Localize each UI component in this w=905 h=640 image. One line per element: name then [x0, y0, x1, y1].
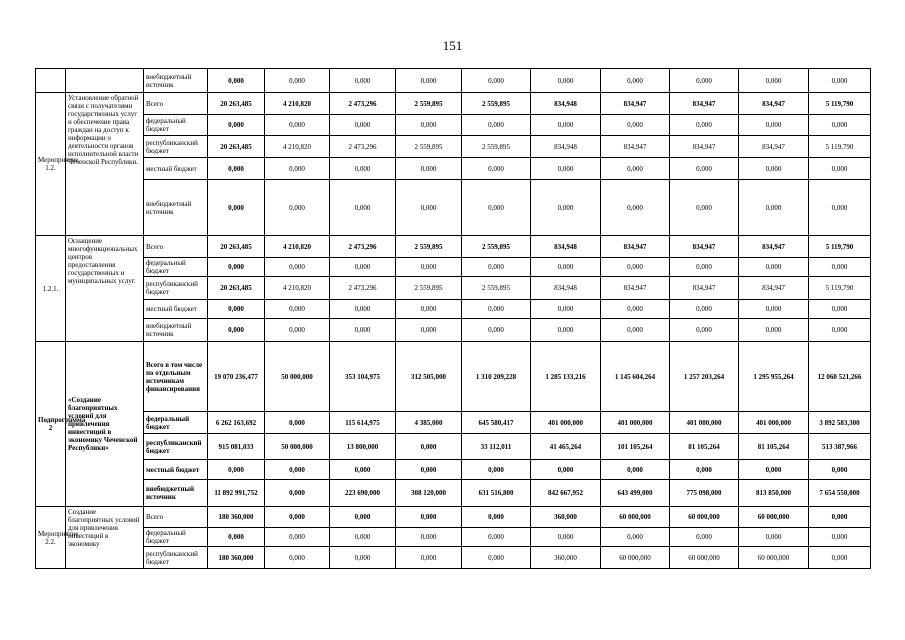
value-cell: 0,000	[208, 158, 265, 180]
table-row	[36, 528, 871, 547]
value-cell: 0,000	[208, 528, 265, 547]
table-row	[36, 69, 871, 93]
value-cell: 0,000	[809, 158, 871, 180]
source-label: федеральный бюджет	[144, 412, 208, 434]
source-label: местный бюджет	[144, 460, 208, 480]
source-label: местный бюджет	[144, 300, 208, 319]
value-cell: 834,948	[531, 277, 601, 300]
value-cell: 0,000	[462, 258, 531, 277]
table-row	[36, 547, 871, 569]
value-cell: 5 119,790	[809, 236, 871, 258]
name-cell: Создание благоприятных условий для привлечения инвестиций в экономику	[66, 507, 144, 569]
value-cell: 0,000	[330, 69, 396, 93]
value-cell: 0,000	[601, 460, 670, 480]
value-cell: 4 210,820	[265, 136, 330, 158]
source-label: республиканский бюджет	[144, 136, 208, 158]
value-cell: 2 559,895	[462, 93, 531, 115]
value-cell: 0,000	[809, 258, 871, 277]
value-cell: 0,000	[330, 300, 396, 319]
value-cell: 0,000	[601, 115, 670, 136]
value-cell: 4 210,820	[265, 236, 330, 258]
source-label: внебюджетный источник	[144, 319, 208, 342]
value-cell: 0,000	[208, 300, 265, 319]
value-cell: 0,000	[601, 158, 670, 180]
value-cell: 0,000	[396, 507, 462, 528]
source-label: внебюджетный источник	[144, 69, 208, 93]
value-cell: 4 385,000	[396, 412, 462, 434]
value-cell: 834,947	[670, 93, 739, 115]
value-cell: 0,000	[330, 258, 396, 277]
table-row	[36, 480, 871, 507]
value-cell: 0,000	[265, 319, 330, 342]
name-cell	[66, 69, 144, 93]
value-cell: 842 667,952	[531, 480, 601, 507]
value-cell: 0,000	[265, 300, 330, 319]
source-label: местный бюджет	[144, 158, 208, 180]
value-cell: 50 000,000	[265, 342, 330, 412]
value-cell: 312 505,000	[396, 342, 462, 412]
value-cell: 0,000	[462, 115, 531, 136]
value-cell: 834,947	[601, 136, 670, 158]
value-cell: 834,947	[739, 236, 809, 258]
value-cell: 1 295 955,264	[739, 342, 809, 412]
value-cell: 5 119,790	[809, 93, 871, 115]
code-cell	[36, 69, 66, 93]
value-cell: 0,000	[396, 300, 462, 319]
value-cell: 60 000,000	[670, 507, 739, 528]
value-cell: 0,000	[462, 528, 531, 547]
value-cell: 2 559,895	[462, 277, 531, 300]
value-cell: 0,000	[265, 547, 330, 569]
value-cell: 0,000	[265, 528, 330, 547]
value-cell: 0,000	[265, 507, 330, 528]
value-cell: 645 580,417	[462, 412, 531, 434]
value-cell: 0,000	[208, 460, 265, 480]
value-cell: 0,000	[601, 528, 670, 547]
value-cell: 0,000	[330, 460, 396, 480]
value-cell: 0,000	[265, 258, 330, 277]
value-cell: 0,000	[396, 319, 462, 342]
value-cell: 2 473,296	[330, 93, 396, 115]
value-cell: 0,000	[809, 300, 871, 319]
source-label: внебюджетный источник	[144, 480, 208, 507]
source-label: Всего	[144, 507, 208, 528]
value-cell: 2 559,895	[462, 136, 531, 158]
value-cell: 2 559,895	[396, 236, 462, 258]
value-cell: 775 098,000	[670, 480, 739, 507]
value-cell: 0,000	[809, 115, 871, 136]
value-cell: 0,000	[396, 547, 462, 569]
value-cell: 0,000	[462, 300, 531, 319]
budget-table	[35, 68, 871, 569]
budget-table-body	[36, 69, 871, 569]
value-cell: 0,000	[809, 507, 871, 528]
value-cell: 0,000	[601, 180, 670, 236]
value-cell: 2 473,296	[330, 277, 396, 300]
table-row	[36, 180, 871, 236]
value-cell: 834,947	[601, 277, 670, 300]
value-cell: 0,000	[670, 300, 739, 319]
value-cell: 0,000	[396, 434, 462, 460]
value-cell: 0,000	[670, 528, 739, 547]
value-cell: 0,000	[396, 158, 462, 180]
value-cell: 401 000,000	[531, 412, 601, 434]
value-cell: 834,947	[739, 136, 809, 158]
value-cell: 0,000	[601, 319, 670, 342]
source-label: республиканский бюджет	[144, 547, 208, 569]
value-cell: 834,947	[670, 277, 739, 300]
value-cell: 60 000,000	[670, 547, 739, 569]
page-number: 151	[442, 38, 463, 53]
value-cell: 0,000	[462, 319, 531, 342]
value-cell: 0,000	[739, 69, 809, 93]
table-row	[36, 412, 871, 434]
value-cell: 834,948	[531, 136, 601, 158]
value-cell: 360,000	[531, 547, 601, 569]
value-cell: 33 112,011	[462, 434, 531, 460]
value-cell: 101 105,264	[601, 434, 670, 460]
value-cell: 834,947	[670, 136, 739, 158]
value-cell: 7 654 550,000	[809, 480, 871, 507]
source-label: федеральный бюджет	[144, 115, 208, 136]
value-cell: 180 360,000	[208, 507, 265, 528]
value-cell: 5 119,790	[809, 277, 871, 300]
value-cell: 1 310 209,228	[462, 342, 531, 412]
table-row	[36, 236, 871, 258]
value-cell: 401 000,000	[601, 412, 670, 434]
value-cell: 0,000	[670, 460, 739, 480]
value-cell: 0,000	[265, 69, 330, 93]
name-cell: Установление обратной связи с получателями государственных услуг и обеспечение права граждан на доступ к информации о деятельности органов исполнительной власти Чеченской Республики.	[66, 93, 144, 236]
value-cell: 0,000	[265, 180, 330, 236]
value-cell: 4 210,820	[265, 277, 330, 300]
value-cell: 513 387,966	[809, 434, 871, 460]
value-cell: 0,000	[396, 528, 462, 547]
value-cell: 115 614,975	[330, 412, 396, 434]
value-cell: 0,000	[809, 180, 871, 236]
value-cell: 0,000	[809, 528, 871, 547]
code-cell: Подпрограмма 2	[36, 342, 66, 507]
value-cell: 0,000	[208, 319, 265, 342]
value-cell: 4 210,820	[265, 93, 330, 115]
value-cell: 834,948	[531, 236, 601, 258]
value-cell: 0,000	[265, 115, 330, 136]
value-cell: 0,000	[739, 319, 809, 342]
source-label: федеральный бюджет	[144, 258, 208, 277]
value-cell: 2 559,895	[396, 136, 462, 158]
value-cell: 1 285 133,216	[531, 342, 601, 412]
value-cell: 20 263,485	[208, 277, 265, 300]
source-label: республиканский бюджет	[144, 277, 208, 300]
table-row	[36, 277, 871, 300]
value-cell: 643 499,000	[601, 480, 670, 507]
value-cell: 0,000	[265, 158, 330, 180]
value-cell: 0,000	[462, 180, 531, 236]
table-row	[36, 434, 871, 460]
source-label: внебюджетный источник	[144, 180, 208, 236]
value-cell: 0,000	[330, 180, 396, 236]
value-cell: 0,000	[265, 480, 330, 507]
value-cell: 0,000	[739, 158, 809, 180]
value-cell: 0,000	[670, 180, 739, 236]
value-cell: 60 000,000	[739, 547, 809, 569]
value-cell: 81 105,264	[739, 434, 809, 460]
value-cell: 2 559,895	[396, 277, 462, 300]
value-cell: 223 690,000	[330, 480, 396, 507]
value-cell: 81 105,264	[670, 434, 739, 460]
value-cell: 1 257 203,264	[670, 342, 739, 412]
value-cell: 0,000	[670, 319, 739, 342]
table-row	[36, 460, 871, 480]
value-cell: 0,000	[396, 460, 462, 480]
table-row	[36, 158, 871, 180]
value-cell: 0,000	[739, 258, 809, 277]
value-cell: 834,947	[670, 236, 739, 258]
value-cell: 0,000	[265, 460, 330, 480]
value-cell: 60 000,000	[739, 507, 809, 528]
value-cell: 0,000	[670, 69, 739, 93]
value-cell: 3 892 583,300	[809, 412, 871, 434]
value-cell: 0,000	[531, 69, 601, 93]
value-cell: 0,000	[739, 460, 809, 480]
value-cell: 0,000	[670, 158, 739, 180]
value-cell: 0,000	[809, 69, 871, 93]
value-cell: 0,000	[670, 115, 739, 136]
value-cell: 2 473,296	[330, 136, 396, 158]
table-row	[36, 300, 871, 319]
value-cell: 2 559,895	[462, 236, 531, 258]
value-cell: 631 516,800	[462, 480, 531, 507]
table-row	[36, 342, 871, 412]
table-row	[36, 115, 871, 136]
value-cell: 0,000	[739, 180, 809, 236]
value-cell: 813 850,000	[739, 480, 809, 507]
value-cell: 0,000	[396, 180, 462, 236]
value-cell: 0,000	[208, 69, 265, 93]
value-cell: 50 000,000	[265, 434, 330, 460]
value-cell: 401 000,000	[670, 412, 739, 434]
code-cell: Мероприятие 1.2.	[36, 93, 66, 236]
value-cell: 834,947	[739, 93, 809, 115]
value-cell: 2 473,296	[330, 236, 396, 258]
value-cell: 0,000	[208, 258, 265, 277]
value-cell: 0,000	[531, 158, 601, 180]
value-cell: 401 000,000	[739, 412, 809, 434]
table-row	[36, 258, 871, 277]
value-cell: 360,000	[531, 507, 601, 528]
value-cell: 834,947	[601, 93, 670, 115]
value-cell: 0,000	[531, 300, 601, 319]
value-cell: 834,947	[739, 277, 809, 300]
source-label: Всего в том числе по отдельным источникам финансирования	[144, 342, 208, 412]
value-cell: 834,947	[601, 236, 670, 258]
value-cell: 0,000	[670, 258, 739, 277]
value-cell: 0,000	[531, 180, 601, 236]
value-cell: 0,000	[739, 528, 809, 547]
value-cell: 0,000	[208, 115, 265, 136]
value-cell: 0,000	[462, 547, 531, 569]
value-cell: 13 800,000	[330, 434, 396, 460]
value-cell: 0,000	[396, 69, 462, 93]
value-cell: 20 263,485	[208, 136, 265, 158]
value-cell: 353 104,975	[330, 342, 396, 412]
value-cell: 0,000	[809, 319, 871, 342]
value-cell: 19 070 236,477	[208, 342, 265, 412]
table-row	[36, 93, 871, 115]
value-cell: 0,000	[396, 115, 462, 136]
value-cell: 0,000	[462, 460, 531, 480]
value-cell: 0,000	[739, 115, 809, 136]
value-cell: 0,000	[208, 180, 265, 236]
value-cell: 0,000	[330, 547, 396, 569]
value-cell: 0,000	[809, 460, 871, 480]
value-cell: 0,000	[739, 300, 809, 319]
value-cell: 0,000	[462, 507, 531, 528]
value-cell: 915 081,033	[208, 434, 265, 460]
value-cell: 1 145 604,264	[601, 342, 670, 412]
value-cell: 0,000	[601, 300, 670, 319]
source-label: республиканский бюджет	[144, 434, 208, 460]
value-cell: 0,000	[601, 258, 670, 277]
value-cell: 0,000	[330, 158, 396, 180]
value-cell: 0,000	[462, 69, 531, 93]
value-cell: 0,000	[531, 460, 601, 480]
source-label: федеральный бюджет	[144, 528, 208, 547]
value-cell: 20 263,485	[208, 93, 265, 115]
value-cell: 41 465,264	[531, 434, 601, 460]
value-cell: 60 000,000	[601, 547, 670, 569]
value-cell: 0,000	[531, 115, 601, 136]
value-cell: 0,000	[330, 115, 396, 136]
value-cell: 20 263,485	[208, 236, 265, 258]
source-label: Всего	[144, 236, 208, 258]
value-cell: 0,000	[601, 69, 670, 93]
value-cell: 180 360,000	[208, 547, 265, 569]
value-cell: 0,000	[396, 258, 462, 277]
value-cell: 0,000	[462, 158, 531, 180]
table-row	[36, 319, 871, 342]
table-row	[36, 507, 871, 528]
name-cell: «Создание благоприятных условий для привлечения инвестиций в экономику Чеченской Республики»	[66, 342, 144, 507]
value-cell: 6 262 163,692	[208, 412, 265, 434]
value-cell: 0,000	[531, 528, 601, 547]
value-cell: 834,948	[531, 93, 601, 115]
table-row	[36, 136, 871, 158]
value-cell: 0,000	[809, 547, 871, 569]
value-cell: 0,000	[330, 528, 396, 547]
value-cell: 308 120,000	[396, 480, 462, 507]
value-cell: 0,000	[330, 319, 396, 342]
source-label: Всего	[144, 93, 208, 115]
value-cell: 2 559,895	[396, 93, 462, 115]
value-cell: 0,000	[531, 258, 601, 277]
value-cell: 0,000	[330, 507, 396, 528]
name-cell: Оснащение многофункциональных центров предоставления государственных и муниципальных услуг.	[66, 236, 144, 342]
code-cell: 1.2.1.	[36, 236, 66, 342]
value-cell: 60 000,000	[601, 507, 670, 528]
code-cell: Мероприятие 2.2.	[36, 507, 66, 569]
value-cell: 12 060 521,266	[809, 342, 871, 412]
value-cell: 0,000	[265, 412, 330, 434]
value-cell: 5 119,790	[809, 136, 871, 158]
value-cell: 0,000	[531, 319, 601, 342]
value-cell: 11 892 991,752	[208, 480, 265, 507]
